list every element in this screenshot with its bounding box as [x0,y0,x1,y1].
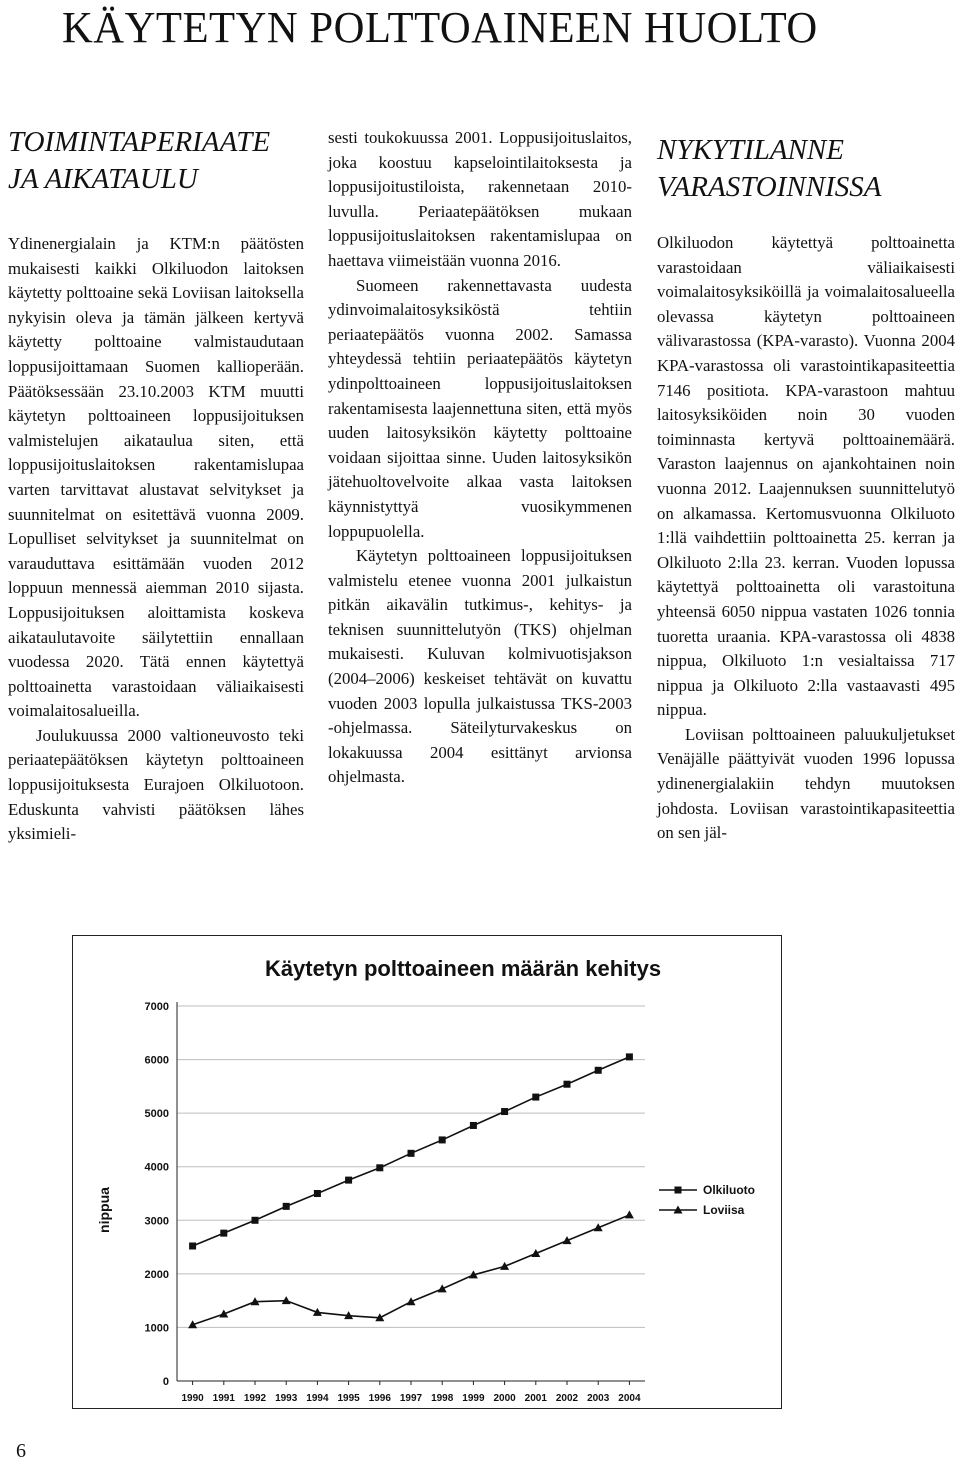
page-number: 6 [16,1440,26,1462]
data-point [595,1067,602,1074]
data-point [675,1187,682,1194]
x-tick-label: 2000 [493,1393,516,1404]
x-tick-label: 2002 [555,1393,579,1404]
y-tick-label: 2000 [144,1268,169,1281]
data-point [532,1094,539,1101]
fuel-chart [72,935,782,1409]
y-tick-label: 7000 [144,1001,169,1013]
data-point [345,1177,352,1184]
data-point [625,1210,634,1218]
page-title: KÄYTETYN POLTTOAINEEN HUOLTO [62,3,818,52]
fuel-chart-svg [73,936,781,1408]
section-body-continued [328,126,632,790]
chart-title: Käytetyn polttoaineen määrän kehitys [264,956,662,981]
y-tick-label: 0 [162,1376,169,1388]
x-tick-label: 2001 [524,1393,547,1404]
x-tick-label: 2004 [618,1393,641,1404]
x-tick-label: 1999 [462,1393,485,1404]
x-tick-label: 1998 [431,1393,454,1404]
y-tick-label: 1000 [144,1322,169,1335]
paragraph: Olkiluodon käytettyä polttoainetta varastoidaan väliaikaisesti voimalaitosyksiköillä ja voimalaitosalueella olevassa käytetyn polttoaineen välivarastossa (KPA-varasto). Vuonna 2004 KPA-varastossa oli varastointikapasiteettia 7146 positiota. KPA-varastoon mahtuu laitosyksiköiden noin 30 vuoden toiminnasta kertyvä polttoainemäärä. Varaston laajennus on ajankohtainen noin vuonna 2012. Laajennuksen suunnittelutyö on alkamassa. Kertomusvuonna Olkiluoto 1:llä vaihdettiin polttoainetta 25. kerran ja Olkiluoto 2:lla 23. kerran. Vuoden lopussa käytettyä polttoainetta oli varastoituna yhteensä 6050 nippua vastaten 1026 tonnia tuoretta uraania. KPA-varastossa oli 4838 nippua, Olkiluoto 1:n vesialtaissa 717 nippua ja Olkiluoto 2:lla vastaavasti 495 nippua. [657,233,955,720]
paragraph: Loviisan polttoaineen paluukuljetukset Venäjälle päättyivät vuoden 1996 lopussa ydinenergialakiin tehdyn muutoksen johdosta. Loviisan varastointikapasiteettia on sen jäl- [657,724,955,843]
data-point [470,1122,477,1129]
paragraph-continued: sesti toukokuussa 2001. Loppusijoituslaitos, joka koostuu kapselointilaitoksesta ja loppusijoitustiloista, rakennetaan 2010-luvulla. Periaatepäätöksen mukaan loppusijoituslaitoksen rakentamislupaa on haettava viimeistään vuonna 2016. [328,128,632,270]
data-point [408,1150,415,1157]
chart-y-axis-label: nippua [96,1187,112,1233]
x-tick-label: 1990 [181,1393,204,1404]
legend-label: Loviisa [703,1203,745,1217]
legend-label: Olkiluoto [703,1183,755,1197]
paragraph: Käytetyn polttoaineen loppusijoituksen valmistelu etenee vuonna 2001 julkaistun pitkän aikavälin tutkimus-, kehitys- ja teknisen suunnittelutyön (TKS) ohjelman mukaisesti. Kuluvan kolmivuotisjakson (2004–2006) keskeiset tehtävät on kuvattu vuoden 2003 lopulla julkaistussa TKS-2003 -ohjelmassa. Säteilyturvakeskus on lokakuussa 2004 esittänyt arvionsa ohjelmasta. [328,546,632,787]
x-tick-label: 1994 [306,1393,329,1404]
section-heading-nykytilanne: NYKYTILANNE VARASTOINNISSA [657,134,882,203]
data-point [220,1230,227,1237]
y-tick-label: 3000 [144,1215,169,1228]
data-point [626,1053,633,1060]
data-point [189,1243,196,1250]
section-heading-toimintaperiaate: TOIMINTAPERIAATE JA AIKATAULU [8,126,271,195]
y-tick-label: 5000 [144,1108,169,1121]
data-point [439,1136,446,1143]
data-point [438,1284,447,1292]
data-point [564,1081,571,1088]
data-point [314,1190,321,1197]
data-point [376,1164,383,1171]
x-tick-label: 2003 [587,1393,610,1404]
x-tick-label: 1995 [337,1393,360,1404]
x-tick-label: 1991 [212,1393,235,1404]
x-tick-label: 1996 [368,1393,391,1404]
paragraph: Ydinenergialain ja KTM:n päätösten mukaisesti kaikki Olkiluodon laitoksen käytetty polttoaine sekä Loviisan laitoksella nykyisin oleva ja tämän jälkeen kertyvä käytetty polttoaine valmistaudutaan loppusijoittamaan Suomen kallioperään. Päätöksessään 23.10.2003 KTM muutti käytetyn polttoaineen loppusijoituksen valmistelujen aikataulua siten, että loppusijoituslaitoksen rakentamislupaa varten tarvittavat alustavat selvitykset ja suunnitelmat on esitettävä vuonna 2009. Lopulliset selvitykset ja suunnitelmat on varauduttava esittämään vuoden 2012 loppuun mennessä aiemman 2010 sijasta. Loppusijoituksen aloittamista koskeva aikataulutavoite säilytettiin ennallaan vuodessa 2020. Tätä ennen käytettyä polttoainetta varastoidaan väliaikaisesti voimalaitosalueilla. [8,234,304,721]
y-tick-label: 6000 [144,1054,169,1067]
section-body [8,232,304,847]
series-line-loviisa [193,1215,630,1325]
data-point [501,1108,508,1115]
data-point [252,1217,259,1224]
paragraph: Suomeen rakennettavasta uudesta ydinvoimalaitosyksiköstä tehtiin periaatepäätös vuonna 2002. Samassa yhteydessä tehtiin periaatepäätös käytetyn ydinpolttoaineen loppusijoituslaitoksen rakentamisesta laajennettuna siten, että myös uuden laitosyksikön käytetty polttoaine voidaan sijoittaa sinne. Uuden laitosyksikön jätehuoltovelvoite alkaa vasta laitoksen käynnistyttyä vuosikymmenen loppupuolella. [328,275,632,541]
x-tick-label: 1992 [243,1393,267,1404]
section-body [657,231,955,846]
x-tick-label: 1993 [275,1393,298,1404]
x-tick-label: 1997 [399,1393,423,1404]
data-point [283,1203,290,1210]
paragraph: Joulukuussa 2000 valtioneuvosto teki periaatepäätöksen käytetyn polttoaineen loppusijoituksesta Eurajoen Olkiluotoon. Eduskunta vahvisti päätöksen lähes yksimieli- [8,725,304,844]
y-tick-label: 4000 [144,1161,169,1174]
